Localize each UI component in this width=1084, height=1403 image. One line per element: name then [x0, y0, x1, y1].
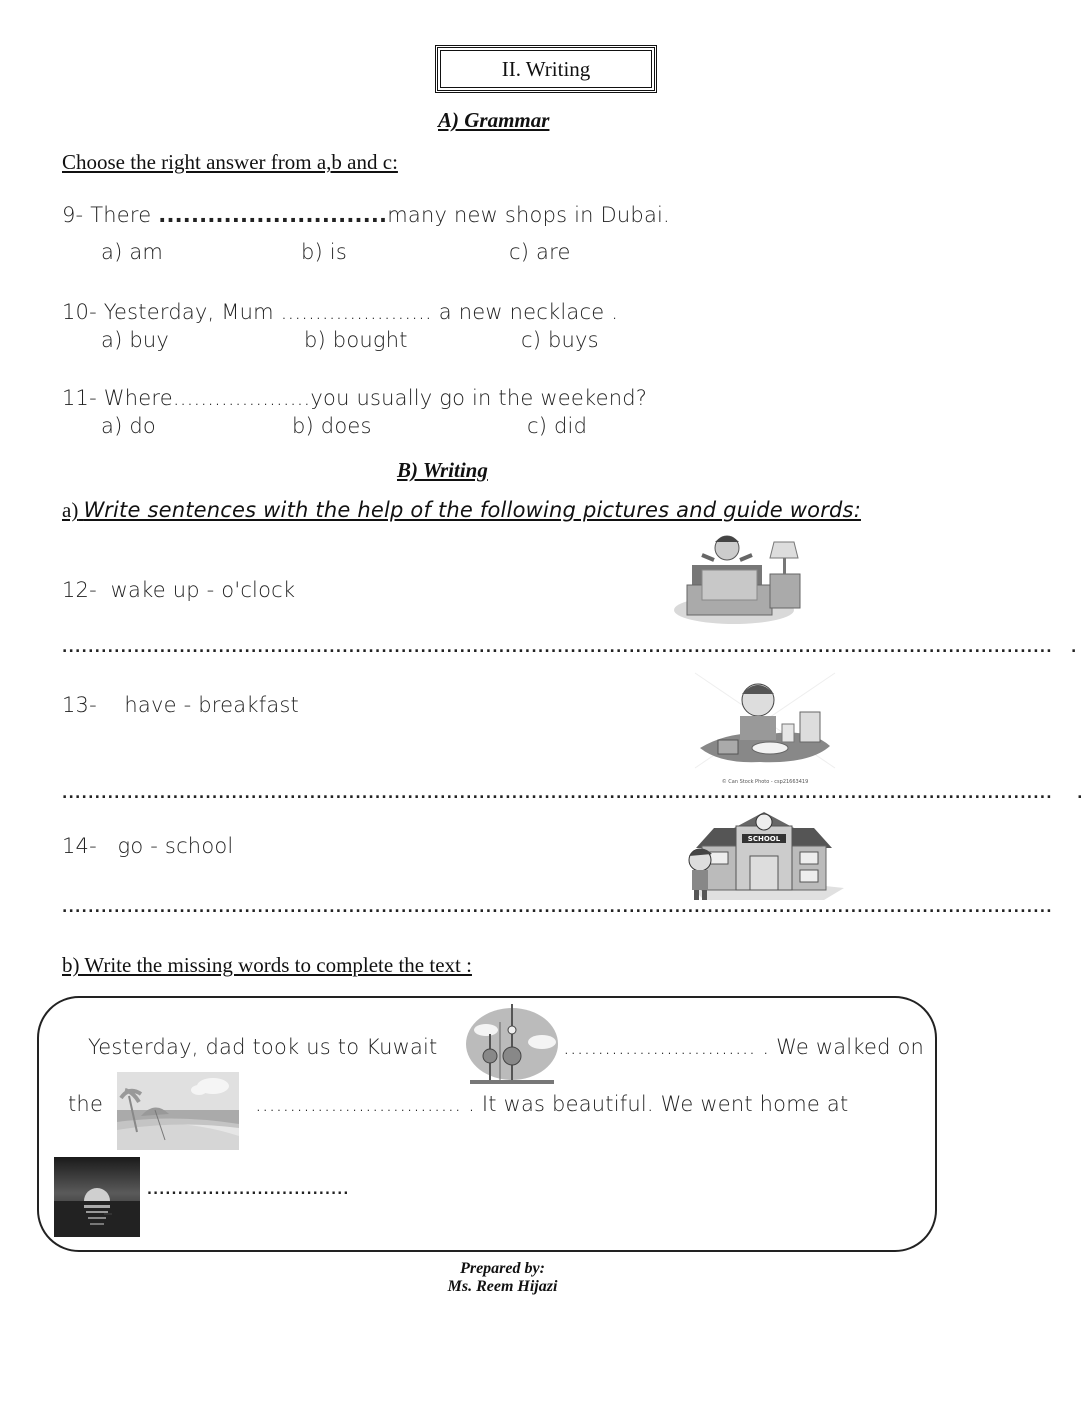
- option-c[interactable]: c) are: [509, 240, 571, 264]
- writing-part-b-instruction: b) Write the missing words to complete the text :: [62, 953, 472, 977]
- writing-part-a-instruction: [62, 498, 861, 523]
- boy-waking-up-image: [672, 530, 812, 628]
- author-name: Ms. Reem Hijazi: [447, 1278, 558, 1295]
- question-text-before: Where: [103, 386, 173, 410]
- option-c[interactable]: c) buys: [521, 328, 599, 352]
- option-a[interactable]: a) buy: [101, 328, 170, 352]
- guide-words: have - breakfast: [124, 693, 299, 717]
- question-text-after: a new necklace .: [431, 300, 619, 324]
- boy-having-breakfast-image: [690, 668, 840, 790]
- story-line-2-text: the: [68, 1092, 104, 1116]
- guide-words: go - school: [117, 834, 234, 858]
- part-label: a): [62, 498, 79, 522]
- writing-item-12: [62, 578, 295, 602]
- question-10: [62, 300, 618, 324]
- question-number: 9-: [62, 203, 84, 227]
- sunset-image: [54, 1157, 140, 1237]
- option-c[interactable]: c) did: [527, 414, 588, 438]
- prepared-by-label: Prepared by:: [460, 1260, 545, 1277]
- writing-item-13: [62, 693, 299, 717]
- answer-dots[interactable]: ........................................................................................................................................................: [62, 640, 1053, 656]
- item-number: 12-: [62, 578, 97, 602]
- answer-blank[interactable]: ............................: [158, 203, 388, 227]
- guide-words: wake up - o'clock: [110, 578, 296, 602]
- question-9: [62, 203, 670, 227]
- line-end-dot: .: [1071, 640, 1078, 656]
- question-number: 11-: [62, 386, 97, 410]
- line-end-dot: .: [1077, 786, 1084, 802]
- grammar-instruction: Choose the right answer from a,b and c:: [62, 150, 398, 174]
- story-line-3-blank[interactable]: .................................: [147, 1183, 350, 1198]
- grammar-heading: A) Grammar: [438, 108, 550, 132]
- picture-caption: © Can Stock Photo - csp21663419: [721, 779, 809, 785]
- answer-line-12[interactable]: [62, 640, 1078, 656]
- section-title-box: [435, 45, 657, 93]
- beach-image: [117, 1072, 239, 1150]
- answer-line-14[interactable]: [62, 900, 1053, 916]
- instruction-text: Write sentences with the help of the following pictures and guide words:: [83, 498, 861, 522]
- option-b[interactable]: b) does: [292, 414, 372, 438]
- answer-blank[interactable]: ....................: [172, 386, 311, 410]
- answer-line-13[interactable]: [62, 786, 1084, 802]
- footer: [400, 1260, 605, 1296]
- boy-going-to-school-image: [674, 808, 854, 904]
- option-b[interactable]: b) is: [301, 240, 347, 264]
- answer-dots[interactable]: ........................................................................................................................................................: [62, 900, 1053, 916]
- story-line-1-text: Yesterday, dad took us to Kuwait: [88, 1035, 438, 1059]
- option-a[interactable]: a) am: [101, 240, 164, 264]
- question-text-before: There: [90, 203, 159, 227]
- question-text-before: Yesterday, Mum: [103, 300, 281, 324]
- kuwait-towers-image: [464, 1002, 560, 1088]
- svg-text:SCHOOL: SCHOOL: [747, 835, 781, 843]
- option-a[interactable]: a) do: [101, 414, 156, 438]
- option-b[interactable]: b) bought: [304, 328, 408, 352]
- item-number: 13-: [62, 693, 97, 717]
- story-line-1-blank[interactable]: ............................ . We walked on: [563, 1035, 925, 1059]
- question-number: 10-: [62, 300, 97, 324]
- writing-heading: B) Writing: [397, 458, 488, 482]
- question-text-after: many new shops in Dubai.: [387, 203, 670, 227]
- question-11: [62, 386, 647, 410]
- story-line-2-blank[interactable]: .............................. . It was beautiful. We went home at: [255, 1092, 849, 1116]
- question-text-after: you usually go in the weekend?: [310, 386, 648, 410]
- section-title: II. Writing: [501, 56, 591, 81]
- answer-dots[interactable]: ........................................................................................................................................................: [62, 786, 1053, 802]
- item-number: 14-: [62, 834, 97, 858]
- answer-blank[interactable]: ......................: [280, 300, 432, 324]
- writing-item-14: [62, 834, 233, 858]
